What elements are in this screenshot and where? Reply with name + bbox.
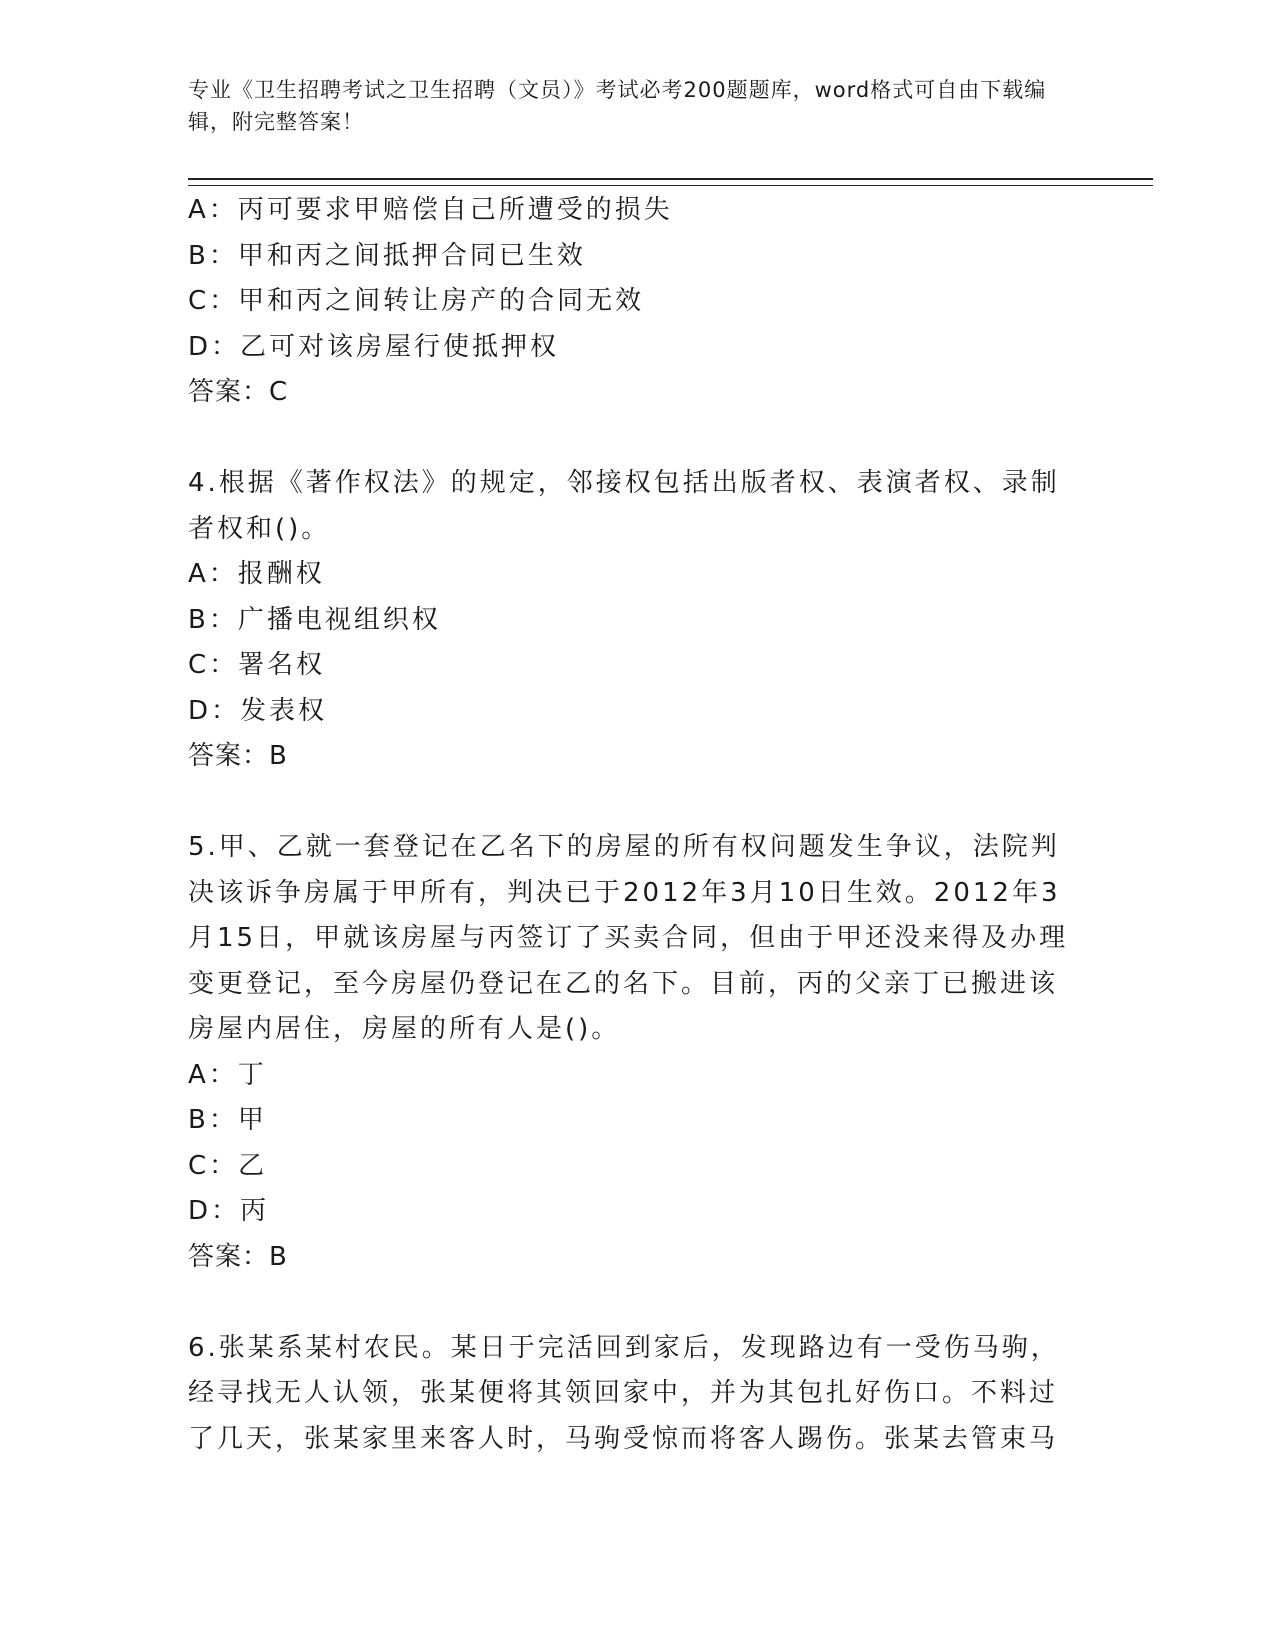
question-stem-line: 房屋内居住，房屋的所有人是()。 [188, 1014, 621, 1044]
question-stem-line: 者权和()。 [188, 513, 331, 544]
question-stem-line: 经寻找无人认领，张某便将其领回家中，并为其包扎好伤口。不料过 [188, 1378, 1059, 1408]
spacer [188, 780, 1088, 826]
answer-line: 答案：B [188, 1241, 288, 1272]
option-d: D：发表权 [188, 695, 328, 726]
question-stem-line: 决该诉争房属于甲所有，判决已于2012年3月10日生效。2012年3 [188, 877, 1061, 908]
option-d: D：丙 [188, 1196, 270, 1226]
spacer [188, 1280, 1088, 1326]
question-6 [188, 1326, 1088, 1463]
question-stem-line: 变更登记，至今房屋仍登记在乙的名下。目前，丙的父亲丁已搬进该 [188, 968, 1059, 999]
document-header: 专业《卫生招聘考试之卫生招聘（文员）》考试必考200题题库，word格式可自由下载编辑，附完整答案！ [188, 78, 1047, 134]
question-stem-line: 5.甲、乙就一套登记在乙名下的房屋的所有权问题发生争议，法院判 [188, 832, 1060, 862]
spacer [188, 416, 1088, 462]
option-d: D：乙可对该房屋行使抵押权 [188, 331, 560, 362]
option-c: C：甲和丙之间转让房产的合同无效 [188, 286, 645, 316]
question-3 [188, 188, 1088, 416]
option-b: B：甲和丙之间抵押合同已生效 [188, 240, 586, 271]
option-a: A：丁 [188, 1059, 267, 1090]
option-b: B：广播电视组织权 [188, 604, 441, 635]
question-stem-line: 4.根据《著作权法》的规定，邻接权包括出版者权、表演者权、录制 [188, 468, 1060, 498]
option-a: A：丙可要求甲赔偿自己所遭受的损失 [188, 195, 673, 225]
header-divider [188, 178, 1153, 180]
question-list [188, 188, 1088, 1462]
option-c: C：署名权 [188, 650, 326, 680]
option-c: C：乙 [188, 1150, 268, 1181]
question-stem-line: 月15日，甲就该房屋与丙签订了买卖合同，但由于甲还没来得及办理 [188, 923, 1069, 953]
option-a: A：报酬权 [188, 559, 325, 589]
option-b: B：甲 [188, 1105, 267, 1135]
answer-line: 答案：C [188, 377, 289, 407]
header-divider-thin [188, 185, 1153, 186]
question-5 [188, 825, 1088, 1280]
question-stem-line: 6.张某系某村农民。某日于完活回到家后，发现路边有一受伤马驹， [188, 1332, 1060, 1363]
question-4 [188, 461, 1088, 780]
answer-line: 答案：B [188, 741, 288, 771]
question-stem-line: 了几天，张某家里来客人时，马驹受惊而将客人踢伤。张某去管束马 [188, 1423, 1059, 1454]
